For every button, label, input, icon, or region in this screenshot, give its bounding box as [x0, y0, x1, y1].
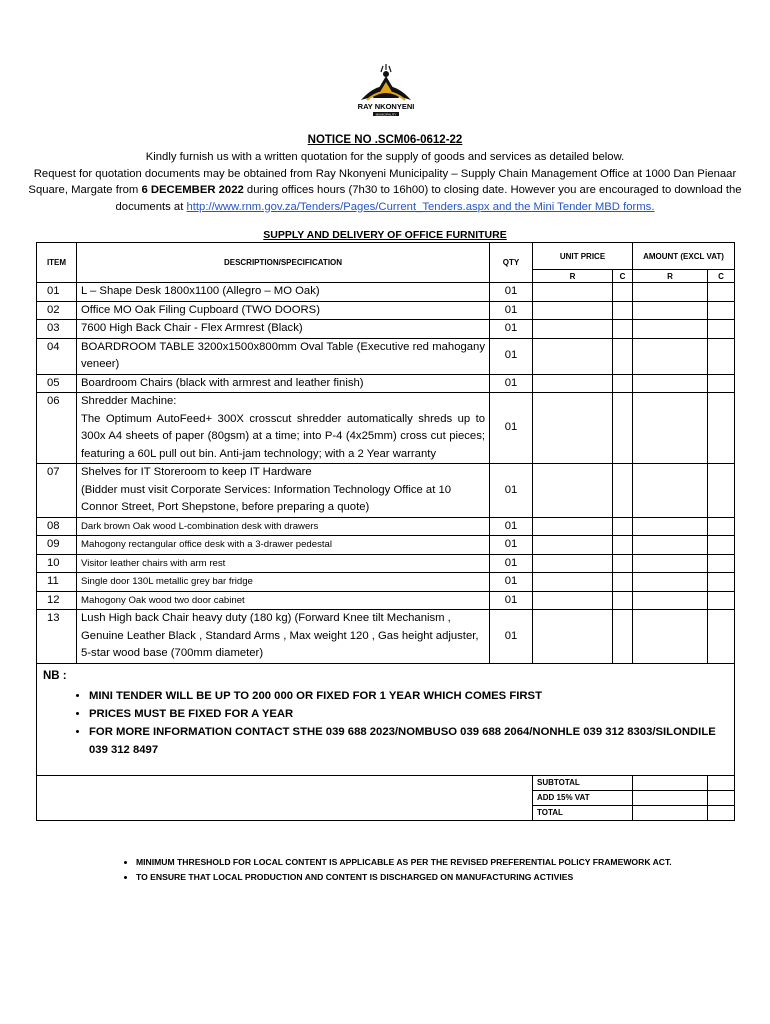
amount-cents[interactable] [708, 573, 735, 592]
amount-rand[interactable] [633, 374, 708, 393]
subtotal-row [37, 776, 735, 791]
unit-price-cents[interactable] [613, 320, 633, 339]
intro-line-1: Kindly furnish us with a written quotation for the supply of goods and services as detailed below. [145, 151, 625, 163]
item-description-title: Shelves for IT Storeroom to keep IT Hardware [81, 466, 312, 478]
table-row [37, 517, 735, 536]
item-number: 10 [37, 554, 77, 573]
table-row [37, 374, 735, 393]
unit-price-rand[interactable] [533, 301, 613, 320]
item-description [77, 464, 490, 518]
item-qty: 01 [490, 338, 533, 374]
item-number: 01 [37, 283, 77, 302]
amount-rand[interactable] [633, 393, 708, 464]
amount-cents[interactable] [708, 374, 735, 393]
item-qty: 01 [490, 536, 533, 555]
nb-point: • FOR MORE INFORMATION CONTACT STHE 039 688 2023/NOMBUSO 039 688 2064/NONHLE 039 312 8303/SILONDILE 039 312 8497 [89, 723, 728, 759]
total-label: TOTAL [533, 806, 633, 821]
unit-price-cents[interactable] [613, 283, 633, 302]
amount-cents[interactable] [708, 591, 735, 610]
vat-rand[interactable] [633, 791, 708, 806]
table-row [37, 591, 735, 610]
logo-subtext: MUNICIPALITY [375, 112, 397, 117]
unit-price-rand[interactable] [533, 393, 613, 464]
item-description-detail: The Optimum AutoFeed+ 300X crosscut shredder automatically shreds up to 300x A4 sheets of paper (80gsm) at a time; into P-4 (4x25mm) cross cut pieces; featuring a 60L pull out bin. Anti-jam technology; with a 2 Year warranty [81, 412, 485, 460]
nb-point: • MINI TENDER WILL BE UP TO 200 000 OR FIXED FOR 1 YEAR WHICH COMES FIRST [89, 687, 728, 705]
amount-rand[interactable] [633, 338, 708, 374]
table-row [37, 393, 735, 464]
table-row [37, 283, 735, 302]
item-number: 12 [37, 591, 77, 610]
item-number: 06 [37, 393, 77, 464]
unit-price-cents[interactable] [613, 374, 633, 393]
item-description-title: Shredder Machine: [81, 395, 177, 407]
amount-cents[interactable] [708, 517, 735, 536]
item-qty: 01 [490, 610, 533, 664]
intro-text-b: during offices hours (7h30 to 16h00) to closing date. However you are encouraged to download the documents at [115, 184, 742, 213]
vat-label: ADD 15% VAT [533, 791, 633, 806]
amount-rand[interactable] [633, 283, 708, 302]
amount-rand[interactable] [633, 536, 708, 555]
item-description: Mahogony Oak wood two door cabinet [77, 591, 490, 610]
vat-row [37, 791, 735, 806]
amount-cents[interactable] [708, 283, 735, 302]
section-title: SUPPLY AND DELIVERY OF OFFICE FURNITURE [263, 229, 507, 241]
table-row [37, 464, 735, 518]
item-number: 13 [37, 610, 77, 664]
nb-section [37, 663, 735, 776]
item-number: 02 [37, 301, 77, 320]
col-unit-cents: C [613, 270, 633, 283]
item-description: L – Shape Desk 1800x1100 (Allegro – MO Oak) [77, 283, 490, 302]
unit-price-rand[interactable] [533, 591, 613, 610]
item-qty: 01 [490, 464, 533, 518]
unit-price-cents[interactable] [613, 573, 633, 592]
nb-list [43, 687, 728, 759]
item-qty: 01 [490, 393, 533, 464]
unit-price-rand[interactable] [533, 517, 613, 536]
item-description: Visitor leather chairs with arm rest [77, 554, 490, 573]
item-qty: 01 [490, 573, 533, 592]
unit-price-rand[interactable] [533, 374, 613, 393]
amount-rand[interactable] [633, 301, 708, 320]
item-description: Single door 130L metallic grey bar fridge [77, 573, 490, 592]
item-number: 05 [37, 374, 77, 393]
nb-label: NB : [43, 669, 67, 682]
unit-price-rand[interactable] [533, 610, 613, 664]
col-description: DESCRIPTION/SPECIFICATION [77, 243, 490, 283]
unit-price-rand[interactable] [533, 464, 613, 518]
item-description: 7600 High Back Chair - Flex Armrest (Black) [77, 320, 490, 339]
item-description-detail: (Bidder must visit Corporate Services: Information Technology Office at 10 Connor Street, Port Shepstone, before preparing a quote) [81, 483, 452, 513]
unit-price-cents[interactable] [613, 338, 633, 374]
amount-rand[interactable] [633, 320, 708, 339]
item-description: BOARDROOM TABLE 3200x1500x800mm Oval Table (Executive red mahogany veneer) [77, 338, 490, 374]
quotation-table [36, 242, 735, 821]
item-number: 09 [37, 536, 77, 555]
item-number: 11 [37, 573, 77, 592]
item-description: Boardroom Chairs (black with armrest and leather finish) [77, 374, 490, 393]
col-item: ITEM [37, 243, 77, 283]
amount-rand[interactable] [633, 610, 708, 664]
unit-price-rand[interactable] [533, 554, 613, 573]
intro-text-a: Request for quotation documents may be obtained from Ray Nkonyeni Municipality – Supply Chain Management Office at 1000 Dan Pienaar Square, Margate from [28, 167, 737, 196]
footer-note: • TO ENSURE THAT LOCAL PRODUCTION AND CONTENT IS DISCHARGED ON MANUFACTURING ACTIVIES [136, 870, 696, 885]
logo-text: RAY NKONYENI [357, 102, 415, 111]
table-row [37, 536, 735, 555]
col-unit-price: UNIT PRICE [533, 243, 633, 270]
unit-price-rand[interactable] [533, 283, 613, 302]
unit-price-rand[interactable] [533, 320, 613, 339]
amount-cents[interactable] [708, 536, 735, 555]
amount-rand[interactable] [633, 464, 708, 518]
col-amount: AMOUNT (EXCL VAT) [633, 243, 735, 270]
unit-price-cents[interactable] [613, 554, 633, 573]
unit-price-cents[interactable] [613, 301, 633, 320]
item-number: 03 [37, 320, 77, 339]
amount-cents[interactable] [708, 464, 735, 518]
table-row [37, 338, 735, 374]
col-amount-cents: C [708, 270, 735, 283]
unit-price-rand[interactable] [533, 536, 613, 555]
total-cents[interactable] [708, 806, 735, 821]
unit-price-cents[interactable] [613, 610, 633, 664]
amount-rand[interactable] [633, 554, 708, 573]
notice-number: NOTICE NO .SCM06-0612-22 [307, 134, 463, 146]
amount-cents[interactable] [708, 554, 735, 573]
table-row [37, 301, 735, 320]
municipality-logo [353, 62, 419, 118]
vat-cents[interactable] [708, 791, 735, 806]
amount-cents[interactable] [708, 301, 735, 320]
amount-cents[interactable] [708, 393, 735, 464]
amount-cents[interactable] [708, 610, 735, 664]
subtotal-label: SUBTOTAL [533, 776, 633, 791]
item-qty: 01 [490, 374, 533, 393]
table-row [37, 573, 735, 592]
intro-date: 6 DECEMBER 2022 [141, 184, 244, 196]
footer-note: • MINIMUM THRESHOLD FOR LOCAL CONTENT IS APPLICABLE AS PER THE REVISED PREFERENTIAL POLICY FRAMEWORK ACT. [136, 855, 696, 870]
item-number: 04 [37, 338, 77, 374]
unit-price-cents[interactable] [613, 536, 633, 555]
intro-text [26, 149, 744, 215]
item-description: Office MO Oak Filing Cupboard (TWO DOORS) [77, 301, 490, 320]
item-description: Dark brown Oak wood L-combination desk with drawers [77, 517, 490, 536]
total-rand[interactable] [633, 806, 708, 821]
table-row [37, 320, 735, 339]
unit-price-cents[interactable] [613, 517, 633, 536]
amount-rand[interactable] [633, 573, 708, 592]
intro-line-2 [26, 166, 744, 216]
item-qty: 01 [490, 591, 533, 610]
item-description [77, 393, 490, 464]
item-qty: 01 [490, 301, 533, 320]
unit-price-rand[interactable] [533, 573, 613, 592]
footer-notes [110, 855, 696, 885]
unit-price-cents[interactable] [613, 464, 633, 518]
amount-rand[interactable] [633, 517, 708, 536]
unit-price-rand[interactable] [533, 338, 613, 374]
table-row [37, 610, 735, 664]
item-description: Lush High back Chair heavy duty (180 kg) (Forward Knee tilt Mechanism , Genuine Leather Black , Standard Arms , Max weight 120 , Gas height adjuster, 5-star wood base (700mm diameter) [77, 610, 490, 664]
item-number: 07 [37, 464, 77, 518]
unit-price-cents[interactable] [613, 393, 633, 464]
unit-price-cents[interactable] [613, 591, 633, 610]
tender-documents-link[interactable]: http://www.rnm.gov.za/Tenders/Pages/Current_Tenders.aspx and the Mini Tender MBD forms. [186, 200, 655, 213]
col-qty: QTY [490, 243, 533, 283]
item-qty: 01 [490, 554, 533, 573]
nb-point: • PRICES MUST BE FIXED FOR A YEAR [89, 705, 728, 723]
item-number: 08 [37, 517, 77, 536]
amount-cents[interactable] [708, 338, 735, 374]
subtotal-cents[interactable] [708, 776, 735, 791]
item-description: Mahogony rectangular office desk with a 3-drawer pedestal [77, 536, 490, 555]
nb-row [37, 663, 735, 776]
col-amount-rand: R [633, 270, 708, 283]
amount-rand[interactable] [633, 591, 708, 610]
item-qty: 01 [490, 517, 533, 536]
item-qty: 01 [490, 320, 533, 339]
amount-cents[interactable] [708, 320, 735, 339]
subtotal-rand[interactable] [633, 776, 708, 791]
item-qty: 01 [490, 283, 533, 302]
table-row [37, 554, 735, 573]
col-unit-rand: R [533, 270, 613, 283]
total-row [37, 806, 735, 821]
